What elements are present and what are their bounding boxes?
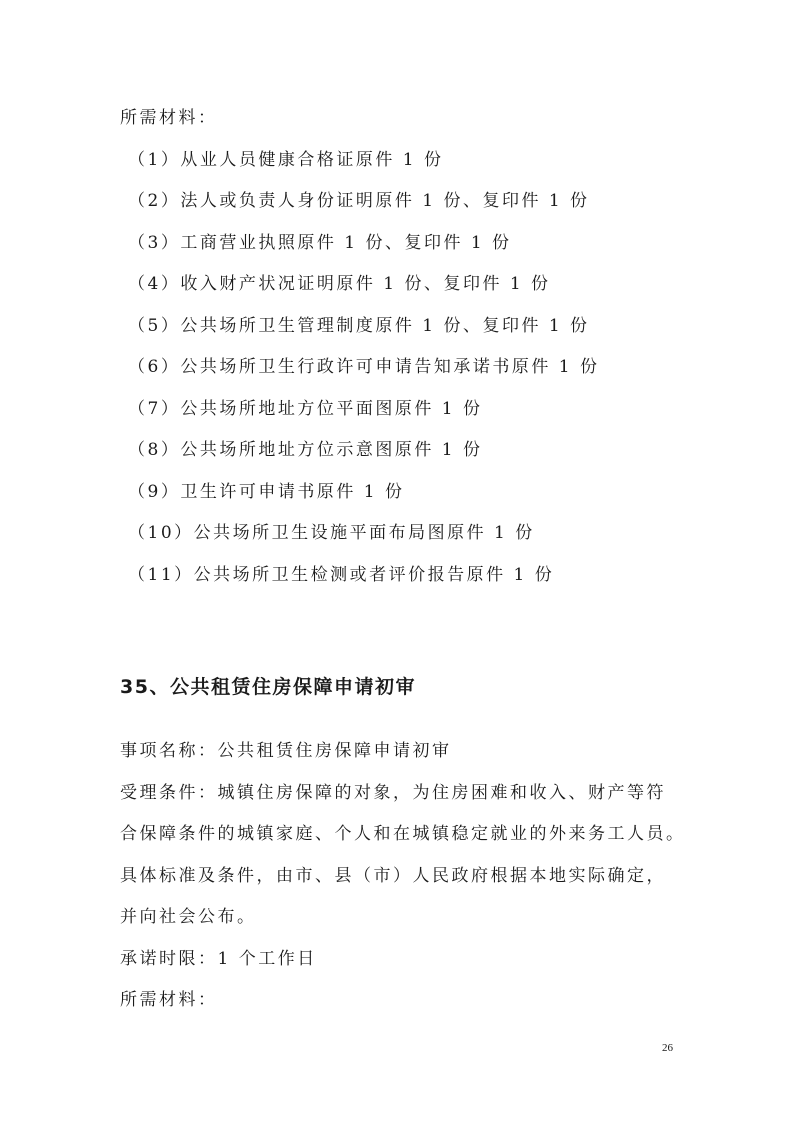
- time-limit-line: 承诺时限：1 个工作日: [120, 949, 317, 969]
- list-item: （10）公共场所卫生设施平面布局图原件 1 份: [128, 523, 535, 543]
- list-item: （1）从业人员健康合格证原件 1 份: [128, 150, 444, 170]
- page-number: 26: [662, 1042, 673, 1054]
- list-item: （3）工商营业执照原件 1 份、复印件 1 份: [128, 233, 512, 253]
- conditions-line: 受理条件：城镇住房保障的对象，为住房困难和收入、财产等符: [120, 783, 666, 803]
- materials-label: 所需材料：: [120, 108, 218, 128]
- materials-label: 所需材料：: [120, 990, 218, 1010]
- item-name-line: 事项名称：公共租赁住房保障申请初审: [120, 741, 452, 761]
- list-item: （11）公共场所卫生检测或者评价报告原件 1 份: [128, 565, 555, 585]
- list-item: （2）法人或负责人身份证明原件 1 份、复印件 1 份: [128, 191, 590, 211]
- list-item: （8）公共场所地址方位示意图原件 1 份: [128, 440, 483, 460]
- section-heading: 35、公共租赁住房保障申请初审: [120, 676, 416, 698]
- list-item: （4）收入财产状况证明原件 1 份、复印件 1 份: [128, 274, 551, 294]
- list-item: （9）卫生许可申请书原件 1 份: [128, 482, 405, 502]
- conditions-line: 合保障条件的城镇家庭、个人和在城镇稳定就业的外来务工人员。: [120, 824, 686, 844]
- conditions-line: 具体标准及条件，由市、县（市）人民政府根据本地实际确定，: [120, 866, 666, 886]
- list-item: （5）公共场所卫生管理制度原件 1 份、复印件 1 份: [128, 316, 590, 336]
- list-item: （7）公共场所地址方位平面图原件 1 份: [128, 399, 483, 419]
- list-item: （6）公共场所卫生行政许可申请告知承诺书原件 1 份: [128, 357, 600, 377]
- conditions-line: 并向社会公布。: [120, 907, 257, 927]
